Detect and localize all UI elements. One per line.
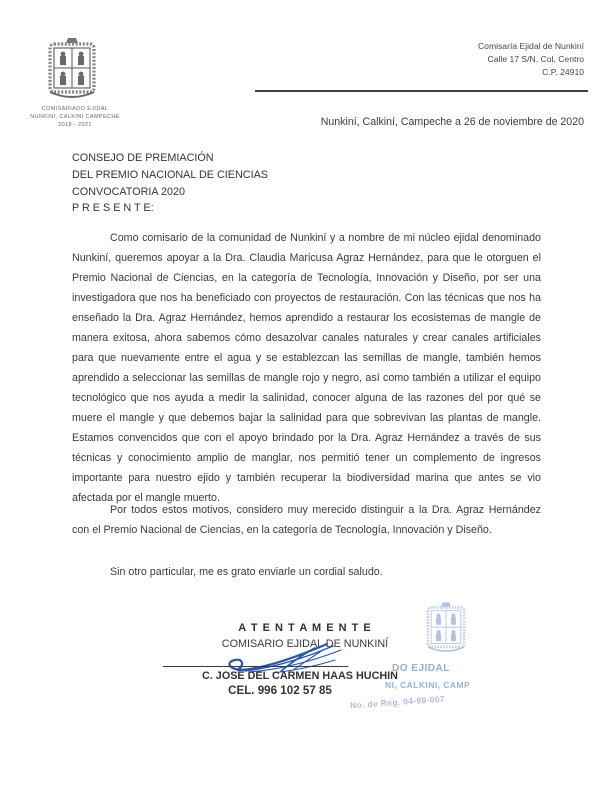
coat-of-arms-emblem [38,34,106,104]
body-paragraph-2: Por todos estos motivos, considero muy merecido distinguir a la Dra. Agraz Hernández con el Premio Nacional de Ciencias, en la categoría de Tecnología, Innovación y Diseño. [72,504,541,536]
stamp-emblem [418,597,474,659]
dateline: Nunkiní, Calkiní, Campeche a 26 de noviembre de 2020 [320,116,584,128]
sender-address-line3: C.P. 24910 [542,66,584,77]
recipient-line1: CONSEJO DE PREMIACIÓN [72,152,214,164]
recipient-line2: DEL PREMIO NACIONAL DE CIENCIAS [72,168,268,181]
signature-line [163,666,348,667]
sender-address-line1: Comisaría Ejidal de Nunkiní [477,41,584,51]
body-paragraph-3: Sin otro particular, me es grato enviarle un cordial saludo. [110,566,383,578]
closing-atentamente: A T E N T A M E N T E [238,622,372,634]
body-paragraph-1: Como comisario de la comunidad de Nunkiní y a nombre de mi núcleo ejidal denominado Nunkiní, queremos apoyar a la Dra. Claudia Maricusa Agraz Hernández, para que le otorguen el Premio Nacional de Ciencias, en la categoría de Tecnología, Innovación y Diseño, por ser una investigadora que nos ha beneficiado con proyectos de restauración. Con las técnicas que nos ha enseñado la Dra. Agraz Hernández, hemos aprendido a restaurar los ecosistemas de mangle de manera exitosa, ahora sabemos cómo desazolvar canales naturales y crear canales artificiales para que nuevamente entre el agua y se establezcan las semillas de mangle, también hemos aprendido a seleccionar las semillas de mangle rojo y negro, así como también a utilizar el equipo tecnológico que nos ayuda a medir la salinidad, conocer alguna de las razones del por qué se muere el mangle y que debemos bajar la salinidad para que sobrevivan las plantas de mangle. Estamos convencidos que con el apoyo brindado por la Dra. Agraz Hernández a través de sus técnicas y conocimiento amplio de manglar, nos permitió tener un complemento de ingresos importante para nuestro ejido y también recuperar la biodiversidad marina que antes se vio afectada por el mangle muerto. [72,232,541,504]
stamp-text-line3: No. de Reg. 04-99-007 [349,693,446,711]
signer-name: C. JOSE DEL CARMEN HAAS HUCHIN [202,670,398,682]
recipient-line4: P R E S E N T E: [72,202,154,215]
logo-caption-line3: 2018 - 2021 [58,121,92,128]
stamp-text-line1: DO EJIDAL [392,663,450,674]
logo-caption-line1: COMISARIADO EJIDAL [41,106,109,112]
sender-address-block [364,40,584,79]
recipient-line3: CONVOCATORIA 2020 [72,185,186,198]
stamp-text-line2: NI, CALKINI, CAMP [385,680,471,690]
logo-caption-line2: NUNKINÍ, CALKINÍ CAMPECHE [30,113,120,120]
recipient-block [72,150,268,217]
signer-phone: CEL. 996 102 57 85 [228,684,332,697]
header-divider-line [255,90,588,92]
sender-address-line2: Calle 17 S/N, Col. Centro [487,53,584,64]
logo-caption [10,106,140,130]
signer-title: COMISARIO EJIDAL DE NUNKINÍ [221,638,389,650]
